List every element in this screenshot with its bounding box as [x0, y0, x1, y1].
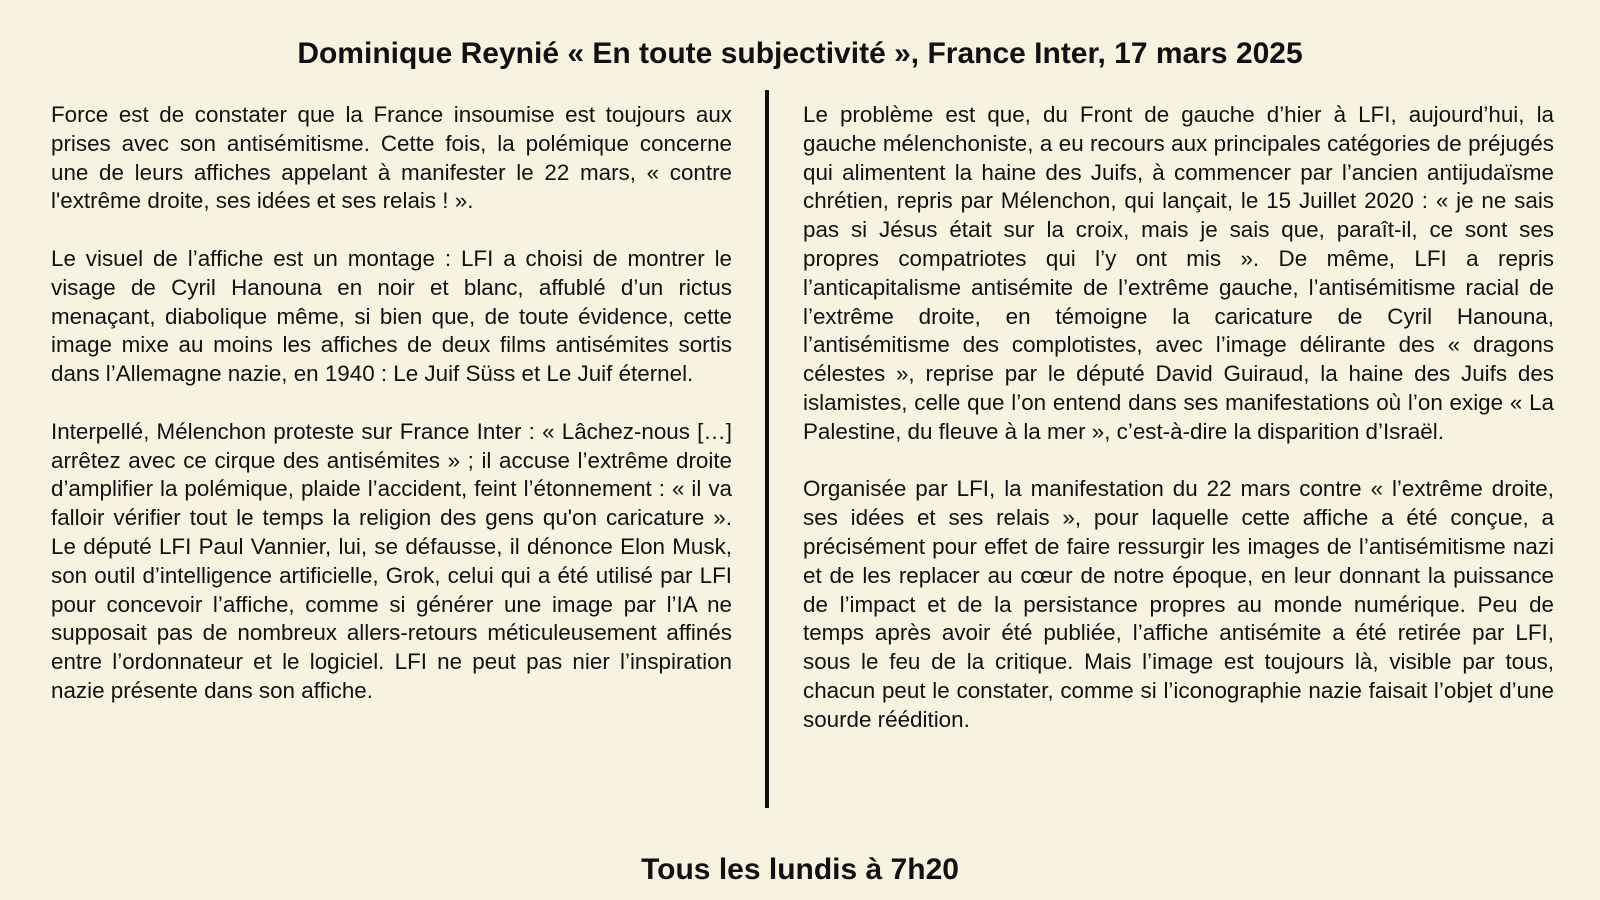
left-paragraph-2: Le visuel de l’affiche est un montage : LFI a choisi de montrer le visage de Cyril Hanouna en noir et blanc, affublé d’un rictus menaçant, diabolique même, si bien que, de toute évidence, cette image mixe au moins les affiches de deux films antisémites sortis dans l’Allemagne nazie, en 1940 : Le Juif Süss et Le Juif éternel. — [51, 245, 732, 387]
right-paragraph-1: Le problème est que, du Front de gauche d’hier à LFI, aujourd’hui, la gauche mélenchoniste, a eu recours aux principales catégories de préjugés qui alimentent la haine des Juifs, à commencer par l’ancien antijudaïsme chrétien, repris par Mélenchon, qui lançait, le 15 Juillet 2020 : « je ne sais pas si Jésus était sur la croix, mais je sais que, paraît-il, ce sont ses propres compatriotes qui l’y ont mis ». De même, LFI a repris l’anticapitalisme antisémite de l’extrême gauche, l’antisémitisme racial de l’extrême droite, en témoigne la caricature de Cyril Hanouna, l’antisémitisme des complotistes, avec l’image délirante des « dragons célestes », reprise par le député David Guiraud, la haine des Juifs des islamistes, celle que l’on entend dans ses manifestations où l’on exige « La Palestine, du fleuve à la mer », c’est-à-dire la disparition d’Israël. — [803, 102, 1554, 444]
right-paragraph-2: Organisée par LFI, la manifestation du 22 mars contre « l’extrême droite, ses idées et ses relais », pour laquelle cette affiche a été conçue, a précisément pour effet de faire ressurgir les images de l’antisémitisme nazi et de les replacer au cœur de notre époque, en leur donnant la puissance de l’impact et de la persistance propres au monde numérique. Peu de temps après avoir été publiée, l’affiche antisémite a été retirée par LFI, sous le feu de la critique. Mais l’image est toujours là, visible par tous, chacun peut le constater, comme si l’iconographie nazie faisait l’objet d’une sourde réédition. — [803, 476, 1554, 732]
footer-schedule: Tous les lundis à 7h20 — [641, 853, 959, 886]
right-column — [803, 101, 1554, 763]
left-paragraph-1: Force est de constater que la France insoumise est toujours aux prises avec son antisémitisme. Cette fois, la polémique concerne une de leurs affiches appelant à manifester le 22 mars, « contre l'extrême droite, ses idées et ses relais ! ». — [51, 102, 732, 214]
left-paragraph-3: Interpellé, Mélenchon proteste sur France Inter : « Lâchez-nous […] arrêtez avec ce cirque des antisémites » ; il accuse l’extrême droite d’amplifier la polémique, plaide l’accident, feint l’étonnement : « il va falloir vérifier tout le temps la religion des gens qu'on caricature ». Le député LFI Paul Vannier, lui, se défausse, il dénonce Elon Musk, son outil d’intelligence artificielle, Grok, celui qui a été utilisé par LFI pour concevoir l’affiche, comme si générer une image par l’IA ne supposait pas de nombreux allers-retours méticuleusement affinés entre l’ordonnateur et le logiciel. LFI ne peut pas nier l’inspiration nazie présente dans son affiche. — [51, 418, 732, 703]
column-divider — [765, 90, 769, 808]
left-column — [51, 101, 732, 735]
page-title: Dominique Reynié « En toute subjectivité », France Inter, 17 mars 2025 — [297, 37, 1303, 70]
